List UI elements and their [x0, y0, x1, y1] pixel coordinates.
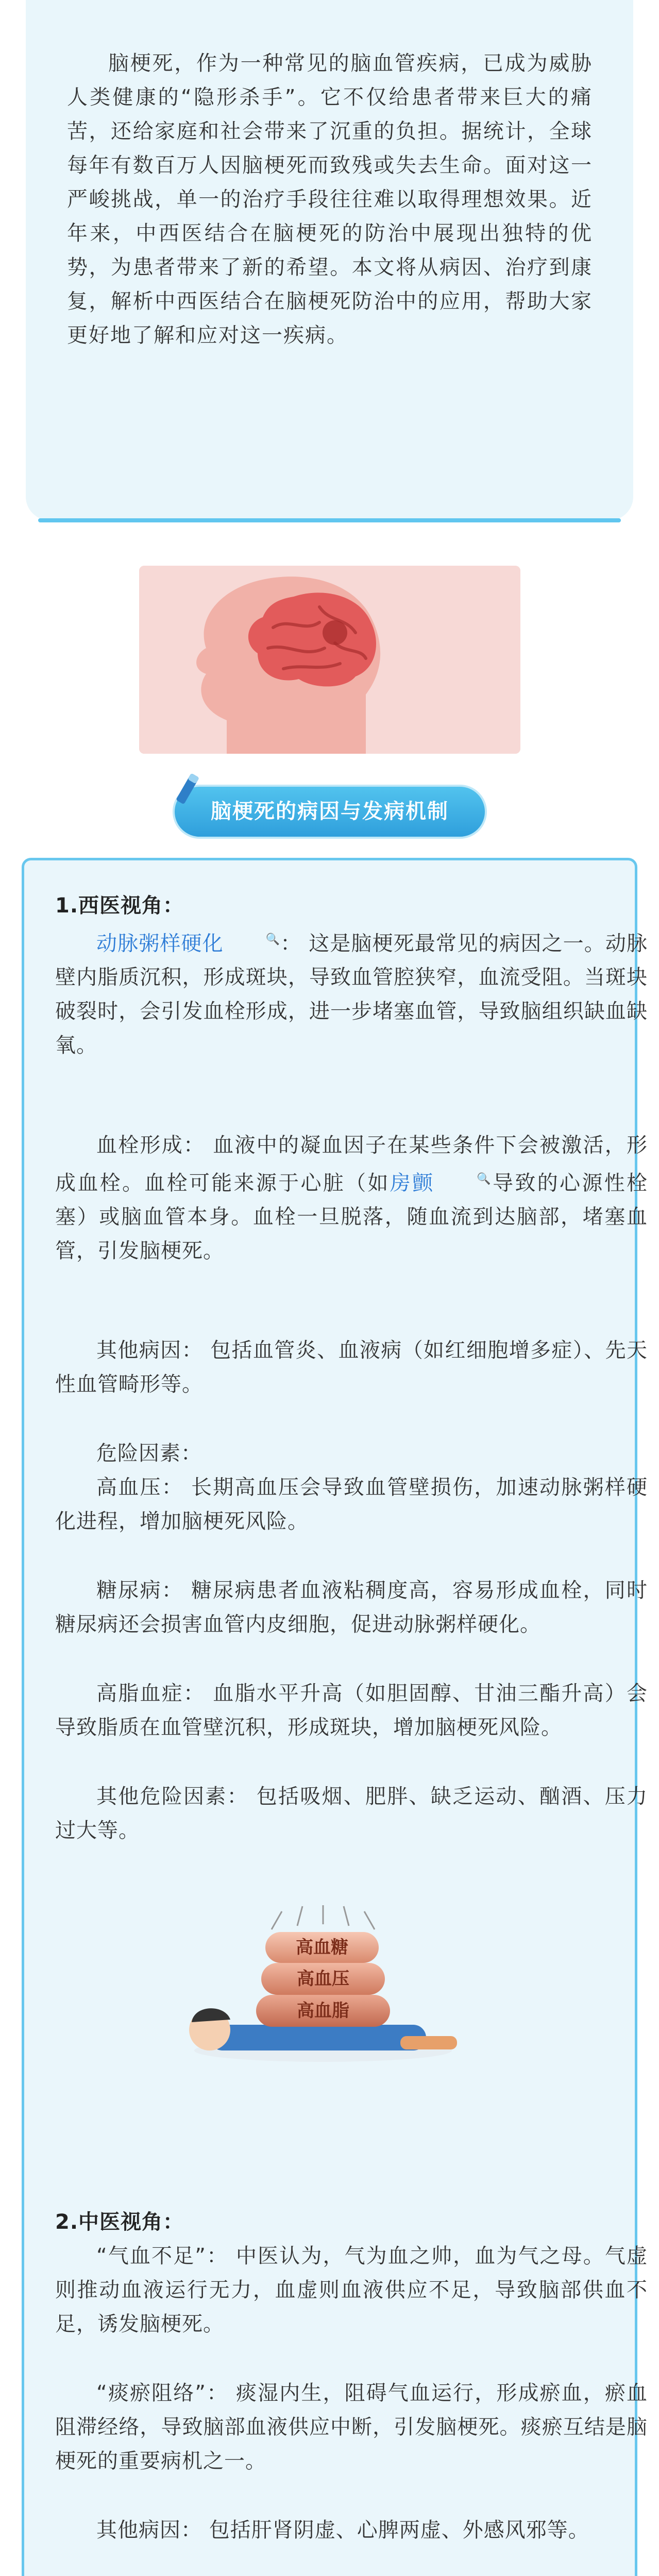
other-causes-paragraph: 其他病因： 包括血管炎、血液病（如红细胞增多症）、先天性血管畸形等。 [55, 1338, 648, 1396]
atherosclerosis-link[interactable]: 动脉粥样硬化 [96, 931, 224, 956]
section-title-label: 脑梗死的病因与发病机制 [211, 800, 449, 823]
intro-paragraph: 脑梗死，作为一种常见的脑血管疾病，已成为威胁人类健康的“隐形杀手”。它不仅给患者带来巨大的痛苦，还给家庭和社会带来了沉重的负担。据统计，全球每年有数百万人因脑梗死而致残或失去生命。面对这一严峻挑战，单一的治疗手段往往难以取得理想效果。近年来，中西医结合在脑梗死的防治中展现出独特的优势，为患者带来了新的希望。本文将从病因、治疗到康复，解析中西医结合在脑梗死防治中的应用，帮助大家更好地了解和应对这一疾病。 [67, 52, 593, 347]
other-risk-paragraph: 其他危险因素： 包括吸烟、肥胖、缺乏运动、酗酒、压力过大等。 [55, 1785, 648, 1842]
pen-icon [167, 769, 214, 816]
hypertension-paragraph: 高血压： 长期高血压会导致血管壁损伤，加速动脉粥样硬化进程，增加脑梗死风险。 [55, 1476, 648, 1533]
pill-high-blood-lipid: 高血脂 [256, 1995, 390, 2027]
risk-pills-illustration [179, 1901, 488, 2066]
pill-high-blood-pressure: 高血压 [261, 1963, 385, 1995]
content-card [22, 858, 648, 2576]
diabetes-paragraph: 糖尿病： 糖尿病患者血液粘稠度高，容易形成血栓，同时糖尿病还会损害血管内皮细胞，促进动脉粥样硬化。 [55, 1579, 648, 1636]
intro-card-edge [38, 518, 621, 522]
phlegm-stasis-paragraph: “痰瘀阻络”： 痰湿内生，阻碍气血运行，形成瘀血，瘀血阻滞经络，导致脑部血液供应中断，引发脑梗死。痰瘀互结是脑梗死的重要病机之一。 [55, 2381, 648, 2473]
brain-illustration [139, 566, 520, 754]
intro-card [26, 0, 633, 520]
section-title [173, 785, 487, 839]
western-heading: 1.西医视角： [55, 894, 184, 918]
risk-factors-heading: 危险因素： [96, 1442, 202, 1465]
atherosclerosis-text: ： 这是脑梗死最常见的病因之一。动脉壁内脂质沉积，形成斑块，导致血管腔狭窄，血流受阻。当斑块破裂时，会引发血栓形成，进一步堵塞血管，导致脑组织缺血缺氧。 [55, 931, 648, 1058]
brain-head-silhouette-icon [139, 566, 520, 754]
hyperlipidemia-paragraph: 高脂血症： 血脂水平升高（如胆固醇、甘油三酯升高）会导致脂质在血管壁沉积，形成斑块，增加脑梗死风险。 [55, 1682, 648, 1739]
tcm-heading: 2.中医视角： [55, 2210, 184, 2234]
thrombus-text-b: 导致的心源性栓塞）或脑血管本身。血栓一旦脱落，随血流到达脑部，堵塞血管，引发脑梗死。 [55, 1171, 648, 1263]
atherosclerosis-paragraph [55, 923, 648, 1062]
qi-deficiency-paragraph: “气血不足”： 中医认为，气为血之帅，血为气之母。气虚则推动血液运行无力，血虚则血液供应不足，导致脑部供血不足，诱发脑梗死。 [55, 2244, 648, 2336]
search-icon[interactable]: 🔍 [265, 933, 281, 946]
search-icon[interactable]: 🔍 [477, 1173, 492, 1185]
tcm-other-paragraph: 其他病因： 包括肝肾阴虚、心脾两虚、外感风邪等。 [96, 2518, 589, 2542]
thrombus-paragraph [55, 1128, 648, 1268]
pill-high-blood-sugar: 高血糖 [265, 1932, 379, 1963]
atrial-fibrillation-link[interactable]: 房颤 [390, 1171, 435, 1195]
thrombus-text-a: 血栓形成： 血液中的凝血因子在某些条件下会被激活，形成血栓。血栓可能来源于心脏（如 [55, 1133, 648, 1195]
